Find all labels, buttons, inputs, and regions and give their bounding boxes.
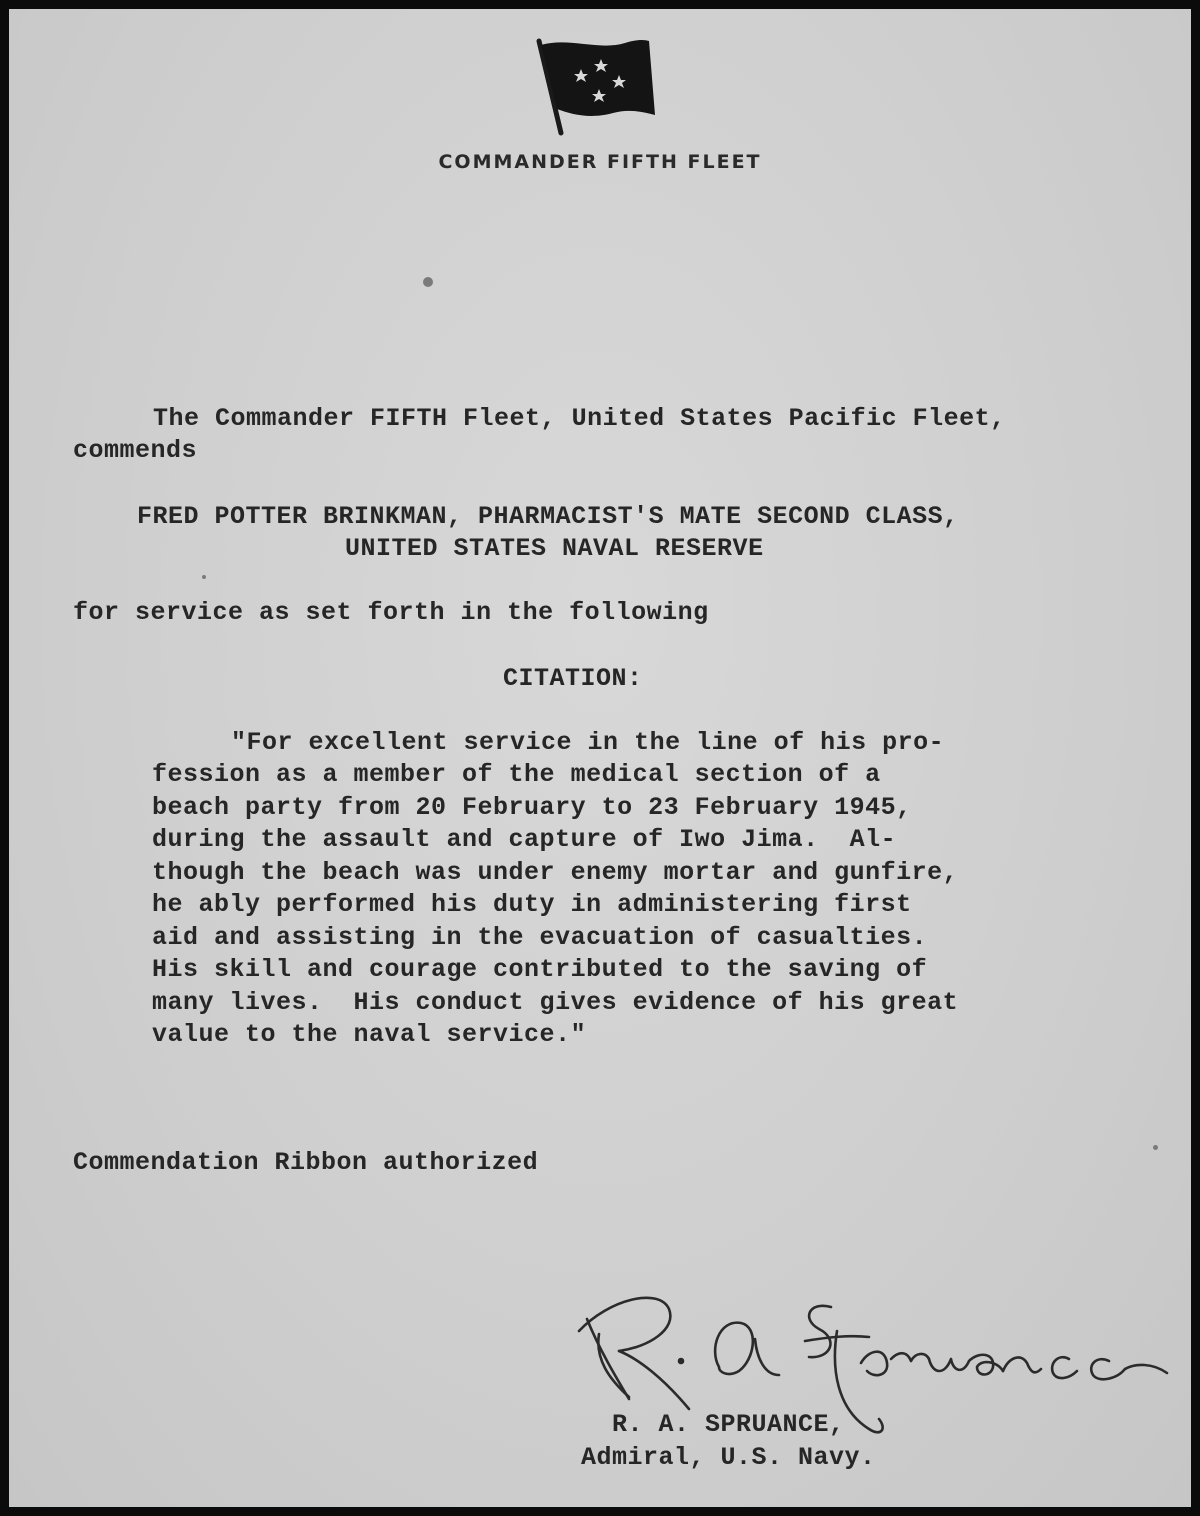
signatory-rank: Admiral, U.S. Navy. xyxy=(581,1443,876,1472)
citation-line: many lives. His conduct gives evidence of his great xyxy=(152,988,959,1017)
recipient-line-2: UNITED STATES NAVAL RESERVE xyxy=(345,534,764,563)
citation-line: during the assault and capture of Iwo Jima. Al- xyxy=(152,825,897,854)
service-line: for service as set forth in the following xyxy=(73,598,709,627)
citation-line: aid and assisting in the evacuation of casualties. xyxy=(152,923,928,952)
citation-line: beach party from 20 February to 23 February 1945, xyxy=(152,793,912,822)
signatory-name: R. A. SPRUANCE, xyxy=(612,1410,845,1439)
paper-speck xyxy=(1153,1145,1158,1150)
citation-line: value to the naval service." xyxy=(152,1020,587,1049)
document-page xyxy=(9,9,1191,1507)
citation-heading: CITATION: xyxy=(503,664,643,693)
citation-line: fession as a member of the medical section of a xyxy=(152,760,881,789)
intro-line-1: The Commander FIFTH Fleet, United States Pacific Fleet, xyxy=(153,404,1006,433)
recipient-line-1: FRED POTTER BRINKMAN, PHARMACIST'S MATE SECOND CLASS, xyxy=(137,502,959,531)
citation-line: though the beach was under enemy mortar and gunfire, xyxy=(152,858,959,887)
letterhead-title: COMMANDER FIFTH FLEET xyxy=(438,151,762,173)
citation-line: he ably performed his duty in administering first xyxy=(152,890,912,919)
paper-speck xyxy=(202,575,206,579)
authorization-line: Commendation Ribbon authorized xyxy=(73,1148,539,1177)
four-star-flag-icon xyxy=(529,35,659,145)
intro-line-2: commends xyxy=(73,436,198,465)
citation-line: "For excellent service in the line of his pro- xyxy=(231,728,945,757)
citation-line: His skill and courage contributed to the saving of xyxy=(152,955,928,984)
paper-speck xyxy=(423,277,433,287)
